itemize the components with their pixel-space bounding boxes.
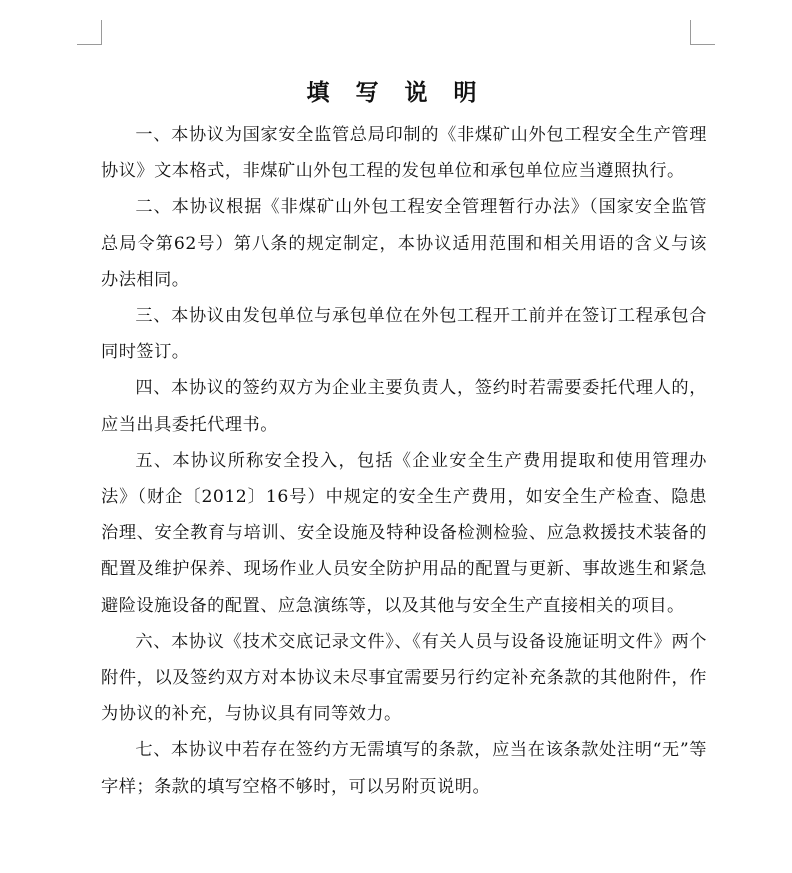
margin-corner-mark xyxy=(77,20,102,45)
paragraph-3: 三、本协议由发包单位与承包单位在外包工程开工前并在签订工程承包合同时签订。 xyxy=(101,306,707,363)
document-body xyxy=(101,117,707,805)
paragraph-5: 五、本协议所称安全投入，包括《企业安全生产费用提取和使用管理办法》（财企〔2012〕16号）中规定的安全生产费用，如安全生产检查、隐患治理、安全教育与培训、安全设施及特种设备检测检验、应急救援技术装备的配置及维护保养、现场作业人员安全防护用品的配置与更新、事故逃生和紧急避险设施设备的配置、应急演练等，以及其他与安全生产直接相关的项目。 xyxy=(101,450,707,616)
paragraph-4: 四、本协议的签约双方为企业主要负责人，签约时若需要委托代理人的，应当出具委托代理书。 xyxy=(101,378,707,435)
margin-corner-mark xyxy=(690,20,715,45)
paragraph-6: 六、本协议《技术交底记录文件》、《有关人员与设备设施证明文件》两个附件，以及签约双方对本协议未尽事宜需要另行约定补充条款的其他附件，作为协议的补充，与协议具有同等效力。 xyxy=(101,631,707,725)
page-title: 填 写 说 明 xyxy=(306,79,486,106)
paragraph-1: 一、本协议为国家安全监管总局印制的《非煤矿山外包工程安全生产管理协议》文本格式，非煤矿山外包工程的发包单位和承包单位应当遵照执行。 xyxy=(101,125,707,182)
paragraph-2: 二、本协议根据《非煤矿山外包工程安全管理暂行办法》（国家安全监管总局令第62号）第八条的规定制定，本协议适用范围和相关用语的含义与该办法相同。 xyxy=(101,197,707,290)
paragraph-7: 七、本协议中若存在签约方无需填写的条款，应当在该条款处注明“无”等字样；条款的填写空格不够时，可以另附页说明。 xyxy=(101,740,707,797)
